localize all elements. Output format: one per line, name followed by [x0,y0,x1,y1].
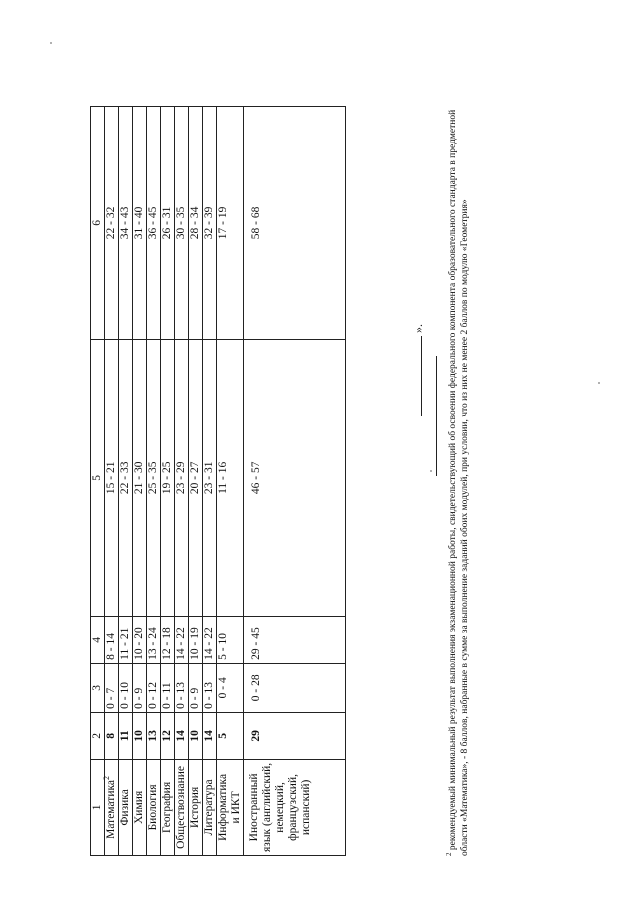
range-cell-6: 36 - 45 [147,107,161,340]
range-cell-4: 10 - 19 [189,616,203,663]
threshold-cell: 29 [244,712,346,759]
table-row [217,107,244,856]
closing-mark [411,324,426,416]
closing-underline [421,336,422,416]
range-cell-5: 15 - 21 [105,339,119,616]
range-cell-3: 0 - 9 [133,663,147,712]
header-col-6: 6 [91,107,105,340]
closing-quote: ». [411,324,425,333]
table-row [147,107,161,856]
footnote-separator [436,356,437,476]
header-col-5: 5 [91,339,105,616]
subject-line: Информатика [217,773,229,841]
range-cell-4: 14 - 22 [175,616,189,663]
subject-cell [244,759,346,855]
subject-line: Иностранный [248,773,260,842]
header-col-2: 2 [91,712,105,759]
range-cell-3: 0 - 10 [119,663,133,712]
threshold-cell: 12 [161,712,175,759]
table-row [203,107,217,856]
footnote-text: рекомендуемый минимальный результат выполнения экзаменационной работы, свидетельствующий об освоении федерального компонента образовательного стандарта в предметной области «Математика», - 8 баллов, набранные в сумме за выполнение заданий обоих модулей, при условии, что из них не менее 2 баллов по модулю «Геометрия» [448,109,471,856]
range-cell-4: 12 - 18 [161,616,175,663]
range-cell-5: 20 - 27 [189,339,203,616]
range-cell-6: 28 - 34 [189,107,203,340]
subject-cell: Обществознание [175,759,189,855]
table-row [133,107,147,856]
threshold-cell: 5 [217,712,244,759]
range-cell-5: 22 - 33 [119,339,133,616]
range-cell-4: 10 - 20 [133,616,147,663]
subject-line: французский, [287,774,299,841]
threshold-cell: 13 [147,712,161,759]
scan-speck [598,382,600,384]
subject-line: язык (английский, [261,762,273,852]
table-row [119,107,133,856]
subject-line: испанский) [300,779,312,836]
subject-cell: Биология [147,759,161,855]
range-cell-3: 0 - 11 [161,663,175,712]
range-cell-3: 0 - 12 [147,663,161,712]
threshold-cell: 14 [203,712,217,759]
range-cell-3: 0 - 7 [105,663,119,712]
range-cell-6: 26 - 31 [161,107,175,340]
subject-label: Математика [105,779,117,839]
threshold-cell: 8 [105,712,119,759]
table-row [244,107,346,856]
range-cell-5: 23 - 31 [203,339,217,616]
table-header-row [91,107,105,856]
range-cell-6: 17 - 19 [217,107,244,340]
header-col-4: 4 [91,616,105,663]
subject-cell: Физика [119,759,133,855]
table-row [161,107,175,856]
threshold-cell: 11 [119,712,133,759]
range-cell-4: 11 - 21 [119,616,133,663]
subject-cell: Литература [203,759,217,855]
range-cell-3: 0 - 28 [244,663,346,712]
range-cell-6: 30 - 35 [175,107,189,340]
range-cell-4: 13 - 24 [147,616,161,663]
table-row [189,107,203,856]
subject-cell: География [161,759,175,855]
range-cell-4: 8 - 14 [105,616,119,663]
footnote [443,106,471,856]
subject-cell [217,759,244,855]
threshold-cell: 10 [133,712,147,759]
range-cell-6: 34 - 43 [119,107,133,340]
range-cell-5: 21 - 30 [133,339,147,616]
range-cell-6: 31 - 40 [133,107,147,340]
range-cell-3: 0 - 13 [203,663,217,712]
scan-speck [430,470,432,472]
header-col-3: 3 [91,663,105,712]
subject-cell [102,759,119,855]
range-cell-3: 0 - 9 [189,663,203,712]
header-col-1: 1 [91,759,105,855]
footnote-marker: 2 [445,852,453,856]
subject-line: немецкий, [274,782,286,833]
range-cell-6: 32 - 39 [203,107,217,340]
rotated-page [90,98,530,866]
range-cell-3: 0 - 4 [217,663,244,712]
scan-speck [50,42,52,44]
range-cell-4: 5 - 10 [217,616,244,663]
score-table [90,106,346,856]
range-cell-5: 46 - 57 [244,339,346,616]
range-cell-5: 19 - 25 [161,339,175,616]
range-cell-5: 25 - 35 [147,339,161,616]
range-cell-4: 29 - 45 [244,616,346,663]
subject-line: и ИКТ [230,791,242,824]
range-cell-4: 14 - 22 [203,616,217,663]
threshold-cell: 14 [175,712,189,759]
table-row [105,107,119,856]
threshold-cell: 10 [189,712,203,759]
range-cell-6: 22 - 32 [105,107,119,340]
range-cell-5: 23 - 29 [175,339,189,616]
subject-cell: Химия [133,759,147,855]
table-row [175,107,189,856]
subject-cell: История [189,759,203,855]
range-cell-6: 58 - 68 [244,107,346,340]
footnote-ref: 2 [102,775,112,780]
range-cell-3: 0 - 13 [175,663,189,712]
range-cell-5: 11 - 16 [217,339,244,616]
